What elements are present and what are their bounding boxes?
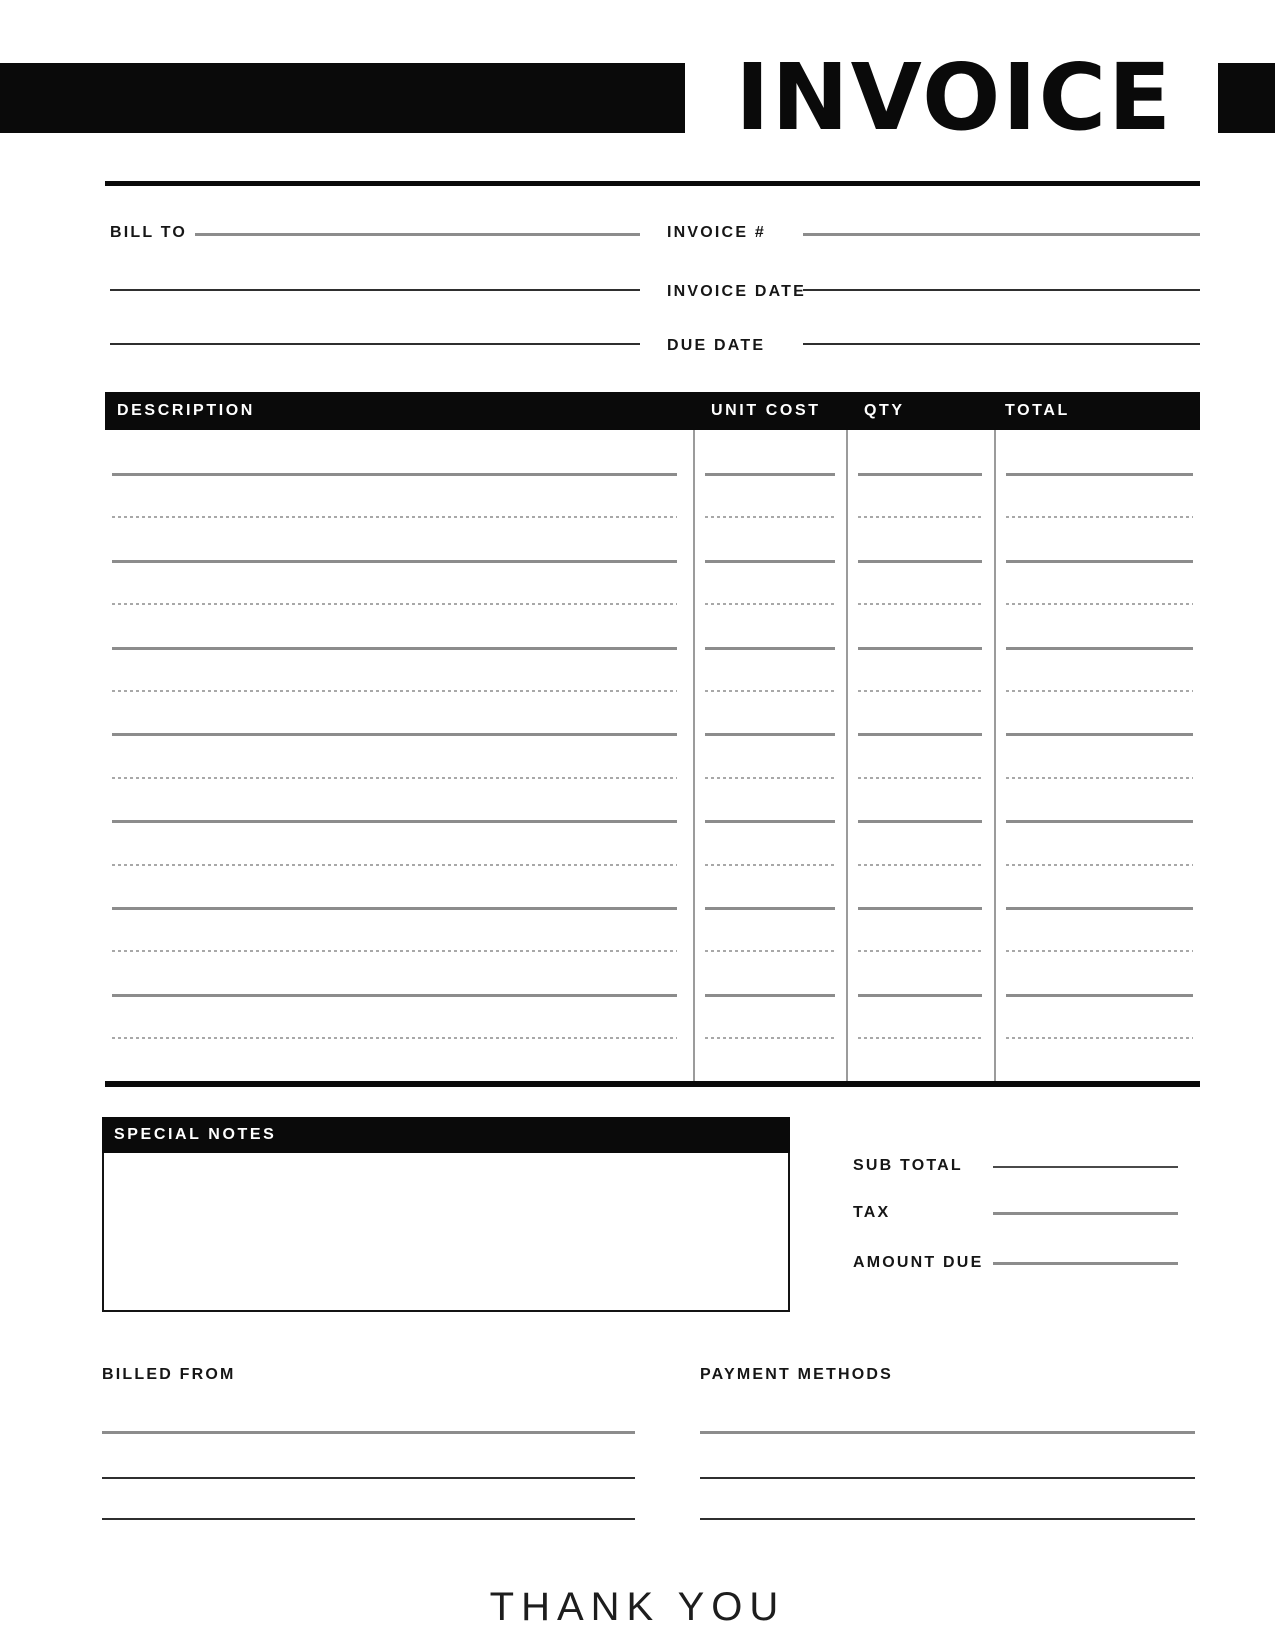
table-row-line[interactable] [105,907,1200,911]
table-row-line[interactable] [105,864,1200,868]
amount-due-label: AMOUNT DUE [853,1254,984,1271]
table-cell-line-col1[interactable] [112,690,677,692]
amount-due-line[interactable] [993,1242,1178,1265]
table-cell-line-col2[interactable] [705,560,835,563]
items-table-body [105,430,1200,1081]
column-header-total: TOTAL [1005,402,1070,419]
table-cell-line-col3[interactable] [858,733,982,736]
table-cell-line-col3[interactable] [858,820,982,823]
page-title: INVOICE [735,44,1173,151]
table-cell-line-col2[interactable] [705,516,835,518]
column-header-qty: QTY [864,402,905,419]
table-cell-line-col2[interactable] [705,864,835,866]
table-row-line[interactable] [105,647,1200,651]
header-black-square [1218,63,1275,133]
table-cell-line-col1[interactable] [112,560,677,563]
billed-from-line-2[interactable] [102,1457,635,1479]
table-cell-line-col2[interactable] [705,647,835,650]
table-cell-line-col2[interactable] [705,733,835,736]
table-cell-line-col3[interactable] [858,950,982,952]
invoice-date-line[interactable] [803,268,1200,291]
thank-you-text: THANK YOU [489,1585,786,1629]
table-row-line[interactable] [105,820,1200,824]
table-cell-line-col4[interactable] [1006,473,1193,476]
table-cell-line-col1[interactable] [112,820,677,823]
table-cell-line-col2[interactable] [705,1037,835,1039]
table-cell-line-col4[interactable] [1006,647,1193,650]
table-cell-line-col4[interactable] [1006,603,1193,605]
table-cell-line-col1[interactable] [112,1037,677,1039]
special-notes-box[interactable] [102,1153,790,1312]
table-row-line[interactable] [105,1037,1200,1041]
table-cell-line-col4[interactable] [1006,864,1193,866]
table-cell-line-col2[interactable] [705,690,835,692]
table-cell-line-col2[interactable] [705,994,835,997]
table-cell-line-col1[interactable] [112,473,677,476]
table-bottom-rule [105,1081,1200,1087]
table-cell-line-col3[interactable] [858,994,982,997]
payment-methods-line-2[interactable] [700,1457,1195,1479]
table-cell-line-col2[interactable] [705,473,835,476]
table-cell-line-col4[interactable] [1006,690,1193,692]
table-row-line[interactable] [105,690,1200,694]
table-cell-line-col3[interactable] [858,516,982,518]
invoice-date-label: INVOICE DATE [667,283,807,300]
table-cell-line-col1[interactable] [112,907,677,910]
table-cell-line-col4[interactable] [1006,907,1193,910]
due-date-label: DUE DATE [667,337,766,354]
header-black-bar [0,63,685,133]
table-row-line[interactable] [105,560,1200,564]
table-cell-line-col3[interactable] [858,864,982,866]
table-row-line[interactable] [105,473,1200,477]
table-cell-line-col4[interactable] [1006,560,1193,563]
table-row-line[interactable] [105,777,1200,781]
invoice-number-label: INVOICE # [667,224,766,241]
column-divider-1 [693,430,695,1081]
invoice-number-line[interactable] [803,212,1200,236]
table-row-line[interactable] [105,603,1200,607]
table-cell-line-col3[interactable] [858,1037,982,1039]
table-cell-line-col3[interactable] [858,560,982,563]
subtotal-label: SUB TOTAL [853,1157,963,1174]
table-cell-line-col4[interactable] [1006,1037,1193,1039]
table-row-line[interactable] [105,950,1200,954]
table-cell-line-col1[interactable] [112,733,677,736]
table-cell-line-col2[interactable] [705,907,835,910]
items-table-header [105,392,1200,430]
table-cell-line-col1[interactable] [112,950,677,952]
tax-label: TAX [853,1204,891,1221]
table-row-line[interactable] [105,516,1200,520]
table-cell-line-col3[interactable] [858,647,982,650]
table-cell-line-col2[interactable] [705,777,835,779]
table-cell-line-col1[interactable] [112,603,677,605]
table-cell-line-col1[interactable] [112,777,677,779]
table-cell-line-col2[interactable] [705,603,835,605]
table-cell-line-col4[interactable] [1006,820,1193,823]
table-cell-line-col1[interactable] [112,864,677,866]
bill-to-label: BILL TO [110,224,188,241]
table-cell-line-col4[interactable] [1006,733,1193,736]
special-notes-header [102,1117,790,1153]
header-rule [105,181,1200,186]
bill-to-line-3[interactable] [110,322,640,345]
billed-from-line-3[interactable] [102,1498,635,1520]
table-row-line[interactable] [105,994,1200,998]
table-cell-line-col3[interactable] [858,777,982,779]
table-cell-line-col1[interactable] [112,647,677,650]
table-cell-line-col2[interactable] [705,950,835,952]
subtotal-line[interactable] [993,1146,1178,1168]
tax-line[interactable] [993,1192,1178,1215]
billed-from-line-1[interactable] [102,1411,635,1434]
column-header-unit-cost: UNIT COST [711,402,821,419]
table-cell-line-col3[interactable] [858,907,982,910]
payment-methods-line-1[interactable] [700,1411,1195,1434]
special-notes-label: SPECIAL NOTES [114,1126,277,1143]
table-cell-line-col4[interactable] [1006,516,1193,518]
table-cell-line-col3[interactable] [858,473,982,476]
table-cell-line-col1[interactable] [112,994,677,997]
table-cell-line-col4[interactable] [1006,994,1193,997]
column-divider-2 [846,430,848,1081]
table-cell-line-col3[interactable] [858,690,982,692]
table-cell-line-col4[interactable] [1006,950,1193,952]
table-cell-line-col2[interactable] [705,820,835,823]
bill-to-line-2[interactable] [110,268,640,291]
table-cell-line-col1[interactable] [112,516,677,518]
payment-methods-line-3[interactable] [700,1498,1195,1520]
billed-from-label: BILLED FROM [102,1366,236,1383]
bill-to-line-1[interactable] [195,212,640,236]
due-date-line[interactable] [803,322,1200,345]
column-header-description: DESCRIPTION [117,402,255,419]
column-divider-3 [994,430,996,1081]
table-cell-line-col4[interactable] [1006,777,1193,779]
payment-methods-label: PAYMENT METHODS [700,1366,894,1383]
table-cell-line-col3[interactable] [858,603,982,605]
table-row-line[interactable] [105,733,1200,737]
